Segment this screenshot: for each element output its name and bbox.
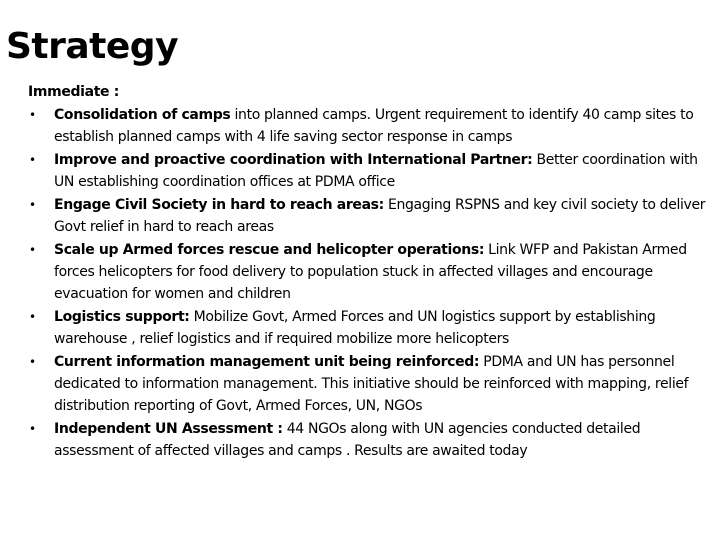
strategy-bullet-list: [28, 104, 718, 462]
bullet-dot-icon: •: [29, 422, 36, 436]
bullet-text: Mobilize Govt, Armed Forces and UN logistics support by establishing warehouse , relief logistics and if required mobilize more helicopters: [54, 309, 656, 347]
bullet-un-assessment: [28, 418, 718, 462]
bullet-heading: Engage Civil Society in hard to reach areas:: [54, 197, 384, 213]
slide-body: [28, 81, 718, 463]
bullet-heading: Current information management unit being reinforced:: [54, 354, 480, 370]
section-heading: Immediate :: [28, 84, 119, 100]
bullet-heading: Improve and proactive coordination with International Partner:: [54, 152, 533, 168]
bullet-dot-icon: •: [29, 243, 36, 257]
bullet-text: Link WFP and Pakistan Armed forces helicopters for food delivery to population stuck in affected villages and encourage evacuation for women and children: [54, 242, 687, 302]
bullet-dot-icon: •: [29, 198, 36, 212]
bullet-logistics: [28, 306, 718, 350]
bullet-dot-icon: •: [29, 153, 36, 167]
bullet-text: Better coordination with UN establishing coordination offices at PDMA office: [54, 152, 698, 190]
bullet-text: 44 NGOs along with UN agencies conducted detailed assessment of affected villages and camps . Results are awaited today: [54, 421, 641, 459]
bullet-civil-society: [28, 194, 718, 238]
bullet-information-management: [28, 351, 718, 417]
bullet-text: PDMA and UN has personnel dedicated to information management. This initiative should be reinforced with mapping, relief distribution reporting of Govt, Armed Forces, UN, NGOs: [54, 354, 689, 414]
bullet-heading: Independent UN Assessment :: [54, 421, 283, 437]
bullet-dot-icon: •: [29, 310, 36, 324]
slide-title: Strategy: [6, 26, 179, 67]
bullet-text: into planned camps. Urgent requirement to identify 40 camp sites to establish planned camps with 4 life saving sector response in camps: [54, 107, 694, 145]
bullet-heading: Scale up Armed forces rescue and helicopter operations:: [54, 242, 485, 258]
bullet-coordination: [28, 149, 718, 193]
bullet-armed-forces: [28, 239, 718, 305]
bullet-text: Engaging RSPNS and key civil society to deliver Govt relief in hard to reach areas: [54, 197, 706, 235]
bullet-dot-icon: •: [29, 108, 36, 122]
bullet-dot-icon: •: [29, 355, 36, 369]
bullet-camp-consolidation: [28, 104, 718, 148]
bullet-heading: Logistics support:: [54, 309, 190, 325]
bullet-heading: Consolidation of camps: [54, 107, 231, 123]
